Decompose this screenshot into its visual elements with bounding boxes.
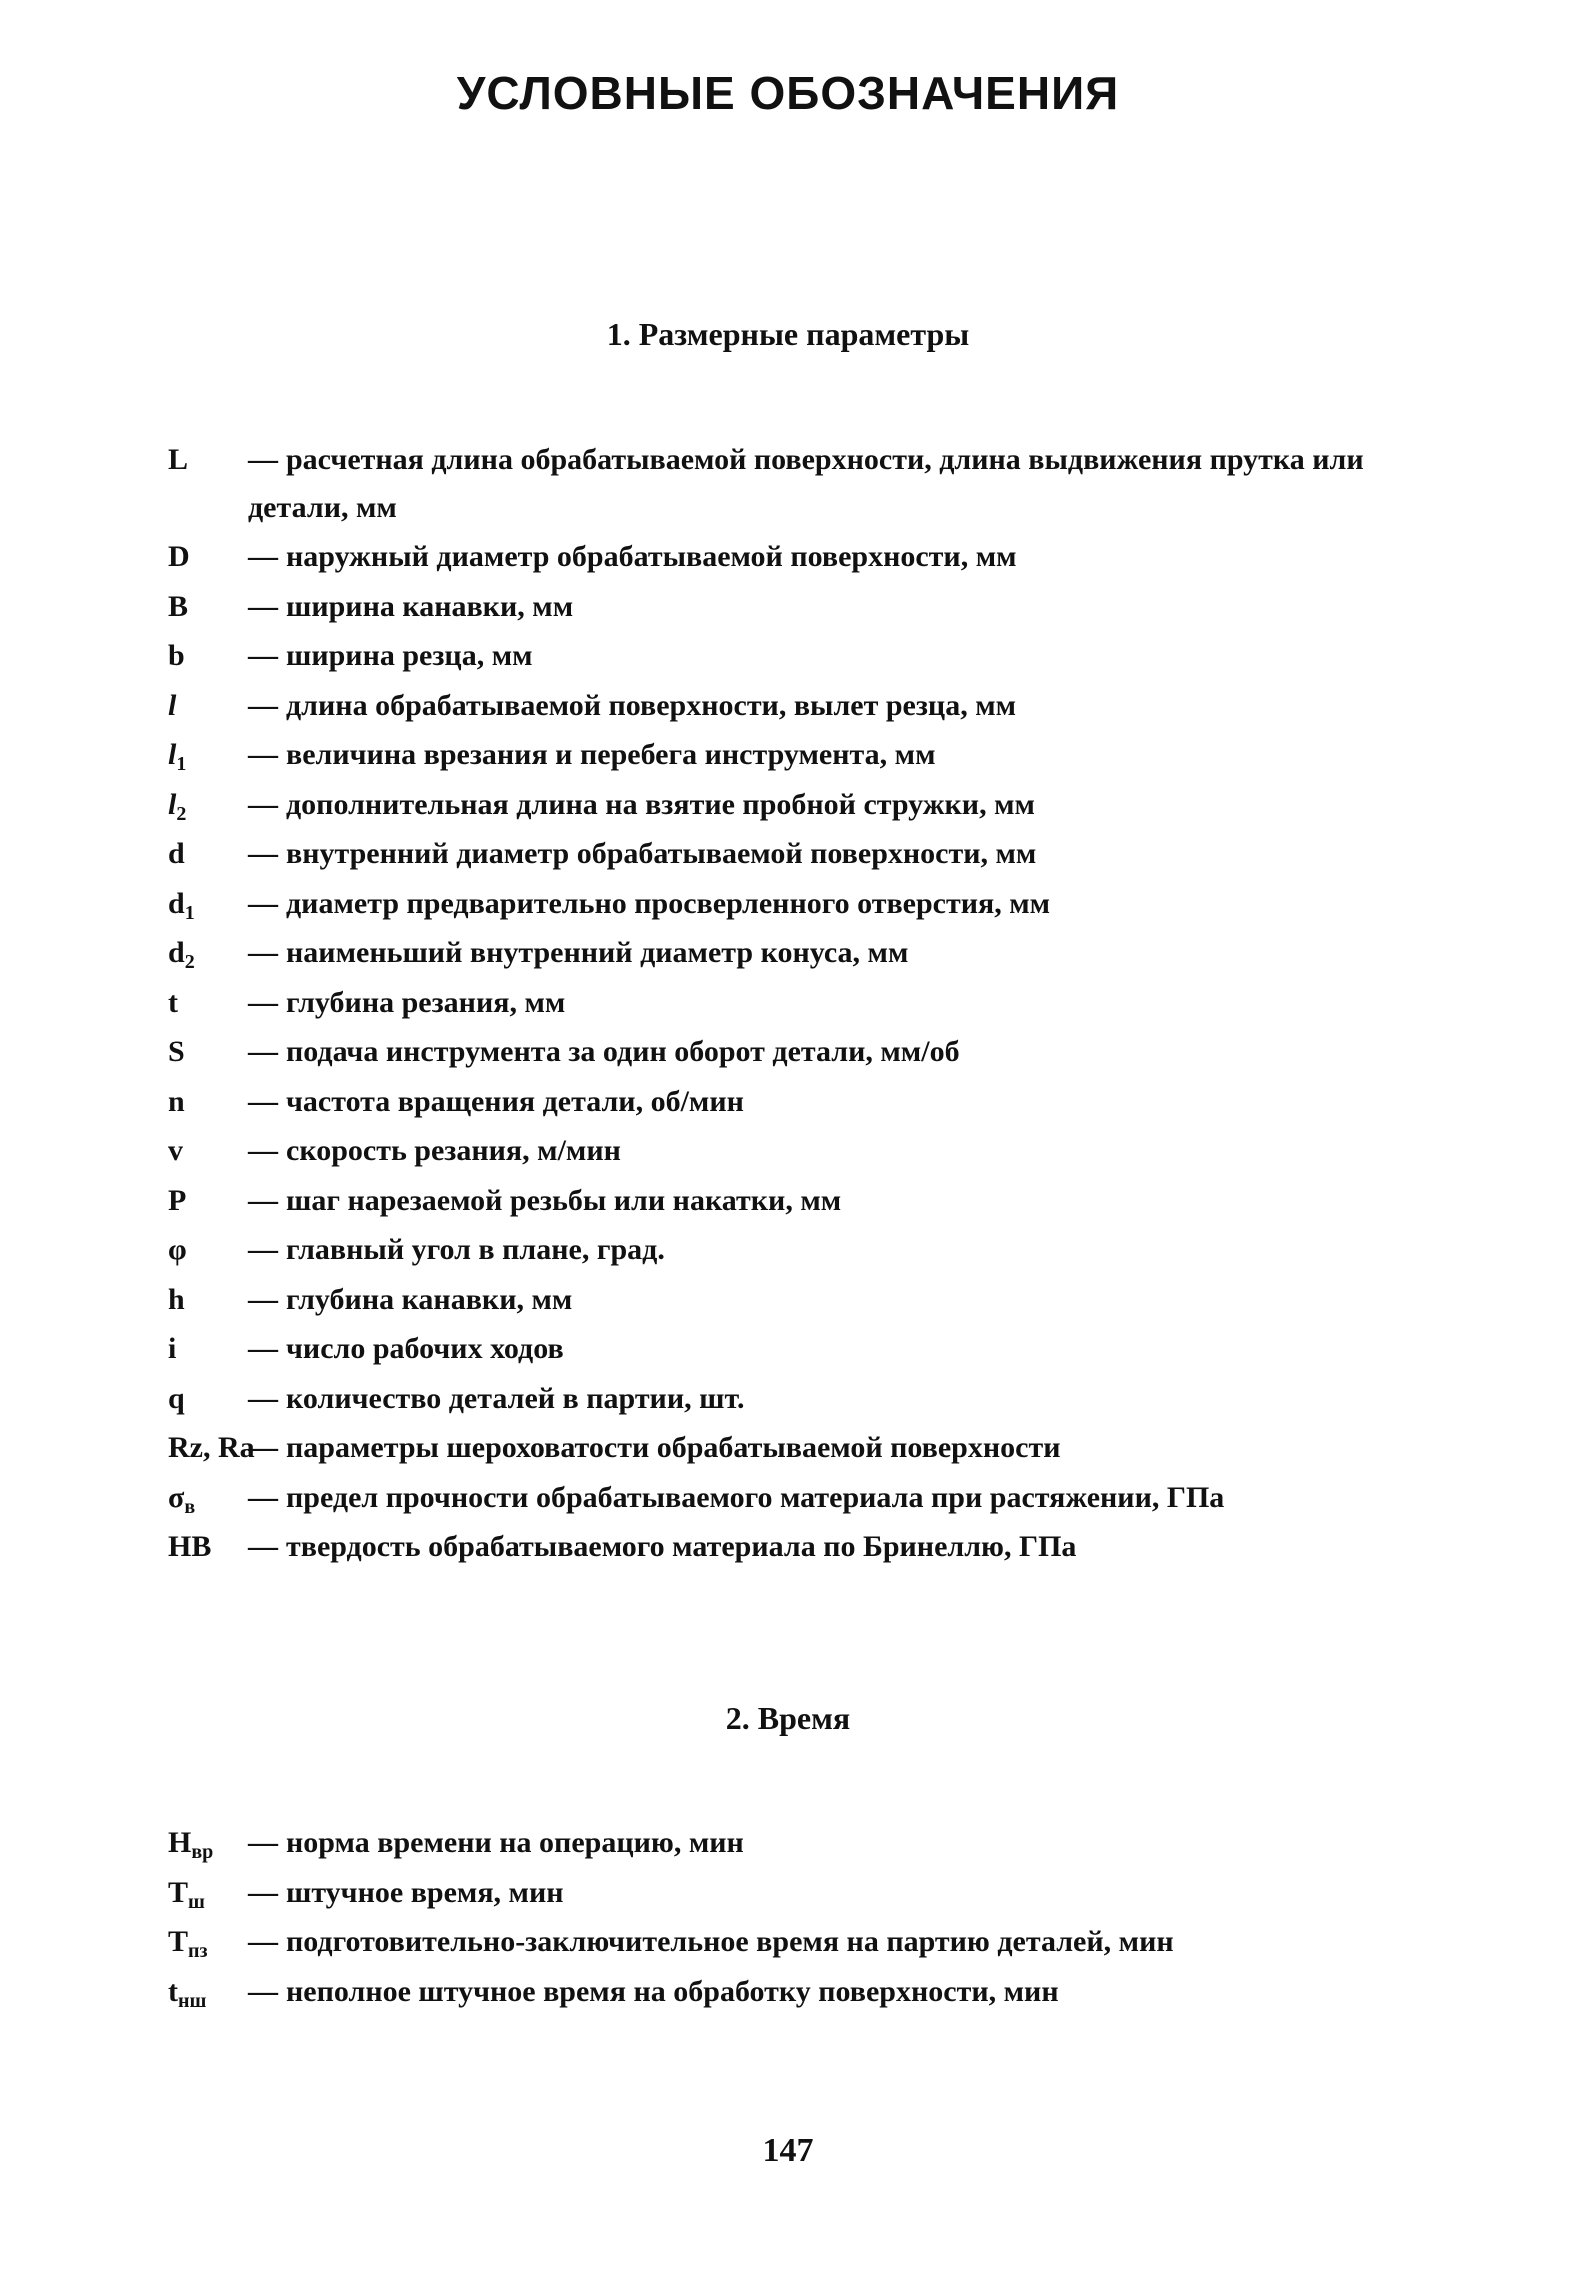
entry-definition: [248, 1225, 1428, 1275]
entry-dash: —: [248, 540, 278, 573]
entry-symbol-main: B: [168, 589, 189, 623]
entry-symbol-main: q: [168, 1381, 185, 1415]
symbols-list-time: [168, 1818, 1428, 2016]
page-title: УСЛОВНЫЕ ОБОЗНАЧЕНИЯ: [456, 67, 1120, 119]
entry-description: штучное время, мин: [286, 1875, 564, 1909]
entry-symbol: [168, 1225, 248, 1275]
entry-dash: —: [248, 1332, 278, 1365]
entry-symbol: [168, 1027, 248, 1077]
entry-dash: —: [248, 1035, 278, 1068]
entry-description: неполное штучное время на обработку поверхности, мин: [286, 1974, 1059, 2008]
entry-definition: [248, 1522, 1428, 1572]
symbol-entry: [168, 1473, 1428, 1523]
entry-symbol-subscript: пз: [188, 1940, 208, 1962]
symbol-entry: [168, 1027, 1428, 1077]
entry-dash: —: [248, 1875, 278, 1909]
entry-symbol-main: v: [168, 1134, 183, 1167]
entry-definition: [248, 1917, 1428, 1967]
symbol-entry: [168, 631, 1428, 681]
symbol-entry: [168, 1967, 1428, 2017]
entry-description: шаг нарезаемой резьбы или накатки, мм: [286, 1183, 842, 1217]
entry-symbol-main: S: [168, 1035, 185, 1068]
entry-symbol-subscript: 1: [176, 753, 187, 775]
entry-symbol-main: d: [168, 886, 185, 920]
entry-description: ширина резца, мм: [286, 639, 533, 672]
entry-dash: —: [248, 1233, 278, 1266]
entry-dash: —: [248, 1431, 278, 1464]
symbol-entry: [168, 928, 1428, 978]
entry-symbol-main: P: [168, 1183, 187, 1217]
entry-symbol-main: H: [168, 1826, 192, 1859]
entry-symbol-main: l: [168, 738, 177, 771]
entry-symbol: [168, 1176, 248, 1226]
entry-description: дополнительная длина на взятие пробной стружки, мм: [286, 787, 1035, 821]
entry-symbol: [168, 1077, 248, 1127]
entry-definition: [248, 1868, 1428, 1918]
entry-description: наименьший внутренний диаметр конуса, мм: [286, 936, 909, 969]
entry-symbol: [168, 631, 248, 681]
entry-dash: —: [248, 1480, 278, 1514]
entry-symbol: [168, 1275, 248, 1325]
entry-description: наружный диаметр обрабатываемой поверхности, мм: [286, 540, 1017, 573]
entry-dash: —: [248, 639, 278, 672]
entry-dash: —: [248, 589, 278, 623]
entry-description: подача инструмента за один оборот детали, мм/об: [286, 1035, 960, 1068]
entry-symbol-main: h: [168, 1282, 185, 1316]
entry-description: норма времени на операцию, мин: [286, 1826, 744, 1859]
entry-symbol: [168, 1374, 248, 1424]
entry-definition: [248, 1423, 1428, 1473]
symbol-entry: [168, 1176, 1428, 1226]
entry-definition: [248, 1077, 1428, 1127]
symbol-entry: [168, 1423, 1428, 1473]
symbol-entry: [168, 1275, 1428, 1325]
entry-symbol-main: b: [168, 639, 185, 672]
entry-symbol: [168, 978, 248, 1028]
entry-symbol-main: d: [168, 837, 185, 870]
symbol-entry: [168, 978, 1428, 1028]
entry-symbol-main: φ: [168, 1233, 187, 1266]
entry-description: твердость обрабатываемого материала по Бринеллю, ГПа: [286, 1530, 1077, 1563]
entry-description: глубина канавки, мм: [286, 1282, 573, 1316]
symbol-entry: [168, 1917, 1428, 1967]
page-number: 147: [762, 2132, 814, 2169]
entry-description: число рабочих ходов: [286, 1332, 564, 1365]
entry-definition: [248, 978, 1428, 1028]
entry-definition: [248, 879, 1428, 929]
entry-definition: [248, 1473, 1428, 1523]
entry-description: предел прочности обрабатываемого материала при растяжении, ГПа: [286, 1480, 1225, 1514]
entry-dash: —: [248, 886, 278, 920]
entry-symbol: [168, 532, 248, 582]
entry-dash: —: [248, 1925, 278, 1958]
symbol-entry: [168, 1324, 1428, 1374]
entry-symbol-main: T: [168, 1925, 189, 1958]
entry-symbol-main: HB: [168, 1530, 212, 1563]
entry-symbol-main: i: [168, 1332, 177, 1365]
symbol-entry: [168, 582, 1428, 632]
entry-dash: —: [248, 1134, 278, 1167]
entry-description: подготовительно-заключительное время на партию деталей, мин: [286, 1925, 1174, 1958]
entry-definition: [248, 631, 1428, 681]
entry-symbol-subscript: в: [184, 1495, 196, 1518]
symbol-entry: [168, 1818, 1428, 1868]
symbol-entry: [168, 1522, 1428, 1572]
symbol-entry: [168, 780, 1428, 830]
symbol-entry: [168, 730, 1428, 780]
symbol-entry: [168, 532, 1428, 582]
entry-symbol: [168, 681, 248, 731]
entry-description: ширина канавки, мм: [286, 589, 574, 623]
symbol-entry: [168, 829, 1428, 879]
entry-definition: [248, 1176, 1428, 1226]
entry-definition: [248, 681, 1428, 731]
entry-symbol: [168, 1967, 248, 2027]
entry-symbol: [168, 1423, 255, 1473]
entry-definition: [248, 436, 1428, 532]
entry-description: частота вращения детали, об/мин: [286, 1084, 744, 1118]
entry-description: скорость резания, м/мин: [286, 1134, 621, 1167]
entry-description: количество деталей в партии, шт.: [286, 1381, 745, 1415]
symbol-entry: [168, 681, 1428, 731]
entry-symbol: [168, 1522, 248, 1572]
entry-definition: [248, 829, 1428, 879]
entry-description: главный угол в плане, град.: [286, 1233, 665, 1266]
symbol-entry: [168, 1868, 1428, 1918]
entry-symbol-subscript: нш: [178, 1989, 207, 2012]
entry-dash: —: [248, 1974, 278, 2008]
entry-symbol-main: l: [168, 787, 177, 821]
entry-dash: —: [248, 1183, 278, 1217]
entry-symbol-subscript: 1: [184, 901, 195, 924]
entry-definition: [248, 928, 1428, 978]
entry-dash: —: [248, 1084, 278, 1118]
entry-dash: —: [248, 985, 278, 1019]
entry-dash: —: [248, 1530, 278, 1563]
entry-definition: [248, 1818, 1428, 1868]
entry-symbol-main: σ: [168, 1480, 185, 1514]
entry-description: расчетная длина обрабатываемой поверхности, длина выдвижения прутка или детали, мм: [248, 443, 1364, 524]
entry-symbol: [168, 829, 248, 879]
entry-symbol-main: d: [168, 936, 185, 969]
entry-symbol-main: t: [168, 985, 178, 1019]
entry-symbol-subscript: 2: [184, 951, 195, 973]
entry-symbol-main: T: [168, 1875, 189, 1909]
entry-definition: [248, 1324, 1428, 1374]
entry-definition: [248, 1027, 1428, 1077]
entry-symbol: [168, 582, 248, 632]
entry-dash: —: [248, 1826, 278, 1859]
entry-description: глубина резания, мм: [286, 985, 566, 1019]
section-heading-time: 2. Время: [725, 1700, 851, 1736]
entry-definition: [248, 1126, 1428, 1176]
entry-dash: —: [248, 738, 278, 771]
entry-definition: [248, 1374, 1428, 1424]
symbol-entry: [168, 879, 1428, 929]
entry-dash: —: [248, 837, 278, 870]
entry-symbol-subscript: ш: [188, 1890, 205, 1913]
entry-definition: [248, 532, 1428, 582]
symbol-entry: [168, 1374, 1428, 1424]
entry-definition: [248, 1967, 1428, 2017]
entry-symbol-main: l: [168, 688, 177, 722]
entry-description: длина обрабатываемой поверхности, вылет резца, мм: [286, 688, 1017, 722]
entry-dash: —: [248, 688, 278, 722]
entry-symbol: [168, 436, 248, 484]
section-heading-dimensions: 1. Размерные параметры: [606, 316, 970, 352]
entry-symbol-subscript: вр: [191, 1841, 214, 1863]
symbols-list-dimensions: [168, 436, 1428, 1572]
entry-dash: —: [248, 787, 278, 821]
entry-definition: [248, 582, 1428, 632]
entry-symbol: [168, 1324, 248, 1374]
entry-description: величина врезания и перебега инструмента, мм: [286, 738, 936, 771]
symbol-entry: [168, 1077, 1428, 1127]
entry-symbol-main: D: [168, 540, 190, 573]
entry-dash: —: [248, 936, 278, 969]
entry-symbol-subscript: 2: [176, 802, 187, 825]
entry-definition: [248, 730, 1428, 780]
entry-symbol-main: t: [168, 1974, 178, 2008]
symbol-entry: [168, 436, 1428, 532]
entry-definition: [248, 780, 1428, 830]
entry-symbol-main: n: [168, 1084, 185, 1118]
symbol-entry: [168, 1225, 1428, 1275]
entry-description: параметры шероховатости обрабатываемой поверхности: [286, 1431, 1061, 1464]
symbol-entry: [168, 1126, 1428, 1176]
entry-description: диаметр предварительно просверленного отверстия, мм: [286, 886, 1051, 920]
entry-dash: —: [248, 1381, 278, 1415]
entry-dash: —: [248, 1282, 278, 1316]
entry-symbol-main: Rz, Ra: [168, 1431, 255, 1464]
entry-description: внутренний диаметр обрабатываемой поверхности, мм: [286, 837, 1037, 870]
entry-definition: [248, 1275, 1428, 1325]
entry-symbol: [168, 1126, 248, 1176]
entry-symbol-main: L: [168, 443, 189, 476]
entry-dash: —: [248, 443, 278, 476]
